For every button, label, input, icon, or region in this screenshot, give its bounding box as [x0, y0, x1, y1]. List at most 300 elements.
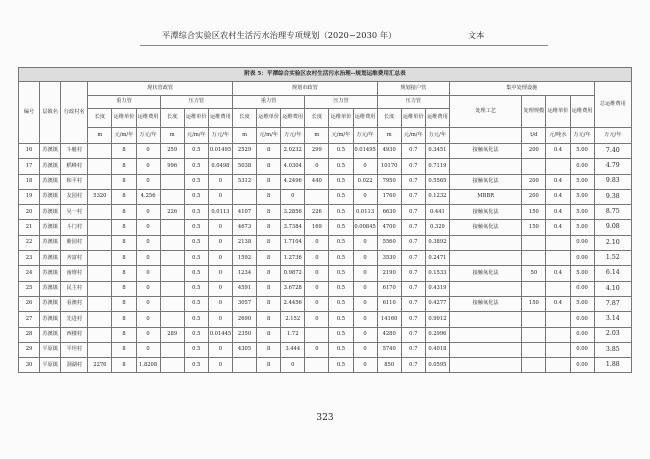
cell-ep-up: 0.5 [184, 327, 208, 342]
cell-no: 24 [19, 266, 40, 281]
cell-total: 8.75 [594, 205, 631, 220]
col-head-total-cost: 总运维费用 [594, 82, 631, 128]
cell-pp-up: 0.5 [329, 174, 353, 189]
cell-ep-up: 0.5 [184, 205, 208, 220]
cell-ep-len: 259 [160, 144, 184, 159]
cell-pp-up: 0.5 [329, 358, 353, 373]
cell-eg-up: 8 [112, 266, 136, 281]
table-row [19, 220, 632, 235]
cell-f-up: 0.4 [546, 205, 570, 220]
cell-h-len: 14160 [377, 312, 401, 327]
cell-pg-cost: 2.4456 [281, 296, 305, 311]
cell-pg-cost: 0.9872 [281, 266, 305, 281]
cell-pp-cost: 0 [353, 189, 377, 204]
cell-total: 2.10 [594, 235, 631, 250]
cell-pg-up: 8 [257, 205, 281, 220]
cell-eg-up: 8 [112, 312, 136, 327]
cell-scale: 50 [522, 266, 546, 281]
cell-village: 稻峰村 [61, 159, 88, 174]
cell-process: 接触氧化法 [449, 220, 521, 235]
cell-process [449, 235, 521, 250]
cell-ep-len: 226 [160, 205, 184, 220]
cell-pp-len: 0 [305, 159, 329, 174]
cell-eg-len [88, 159, 112, 174]
cell-pg-cost: 3.2856 [281, 205, 305, 220]
col-head-pressure: 压力管 [160, 96, 232, 109]
cell-pp-cost: 0 [353, 235, 377, 250]
cell-no: 23 [19, 251, 40, 266]
cell-pg-up: 8 [257, 358, 281, 373]
cell-process: 接触氧化法 [449, 266, 521, 281]
table-row [19, 251, 632, 266]
unit-yuan-m-yr: 元/m/年 [401, 128, 425, 144]
cell-process [449, 251, 521, 266]
cell-pp-len: 0 [305, 266, 329, 281]
cell-f-up: 0.4 [546, 220, 570, 235]
unit-yuan-m-yr: 元/m/年 [112, 128, 136, 144]
cell-h-len: 850 [377, 358, 401, 373]
unit-m: m [232, 128, 256, 144]
cell-no: 22 [19, 235, 40, 250]
cell-pp-up: 0.5 [329, 189, 353, 204]
cell-ep-len: 289 [160, 327, 184, 342]
cell-pg-len: 4107 [232, 205, 256, 220]
cell-scale [522, 235, 546, 250]
cell-pp-len: 0 [305, 312, 329, 327]
cell-village: 和平村 [61, 174, 88, 189]
cell-pp-cost: 0.01495 [353, 144, 377, 159]
table-row [19, 296, 632, 311]
unit-yuan-t-water: 元/吨水 [546, 128, 570, 144]
cell-no: 16 [19, 144, 40, 159]
col-head-gravity: 重力管 [88, 96, 160, 109]
cell-f-cost: 0.00 [570, 235, 594, 250]
cell-pg-cost: 3.7384 [281, 220, 305, 235]
cell-h-up: 0.7 [401, 205, 425, 220]
cell-ep-cost: 0 [208, 342, 232, 357]
cell-pg-len: 5038 [232, 159, 256, 174]
cell-no: 27 [19, 312, 40, 327]
cell-pp-cost: 0 [353, 281, 377, 296]
cell-process [449, 159, 521, 174]
cell-pp-len: 0 [305, 342, 329, 357]
cell-pg-up: 8 [257, 281, 281, 296]
table-row [19, 281, 632, 296]
cell-pp-up: 0.5 [329, 159, 353, 174]
unit-m: m [88, 128, 112, 144]
cell-town: 苏澳镇 [40, 159, 61, 174]
cell-scale: 200 [522, 144, 546, 159]
cell-eg-cost: 0 [136, 266, 160, 281]
cell-eg-up: 8 [112, 189, 136, 204]
cell-ep-len [160, 342, 184, 357]
cell-ep-len [160, 220, 184, 235]
cell-no: 26 [19, 296, 40, 311]
cell-h-up: 0.7 [401, 144, 425, 159]
cell-eg-up: 8 [112, 358, 136, 373]
col-head-unit-cost: 运维单价 [257, 109, 281, 128]
table-row [19, 205, 632, 220]
cell-h-up: 0.7 [401, 220, 425, 235]
cell-h-cost: 0.2471 [425, 251, 449, 266]
unit-yuan-m-yr: 元/m/年 [257, 128, 281, 144]
table-row [19, 189, 632, 204]
cell-ep-up: 0.5 [184, 281, 208, 296]
cell-town: 苏澳镇 [40, 205, 61, 220]
cell-h-len: 5560 [377, 235, 401, 250]
cell-process [449, 342, 521, 357]
cell-pp-len [305, 189, 329, 204]
cell-pp-cost: 0.022 [353, 174, 377, 189]
cell-h-up: 0.7 [401, 312, 425, 327]
cell-f-up: 0.4 [546, 296, 570, 311]
cell-eg-up: 8 [112, 235, 136, 250]
cell-h-len: 2190 [377, 266, 401, 281]
cell-process: 接触氧化法 [449, 296, 521, 311]
cell-process: 接触氧化法 [449, 144, 521, 159]
cell-pg-len [232, 358, 256, 373]
cell-f-cost: 0.00 [570, 159, 594, 174]
cell-h-up: 0.7 [401, 235, 425, 250]
cell-pp-cost: 0.0113 [353, 205, 377, 220]
unit-yuan-m-yr: 元/m/年 [329, 128, 353, 144]
cell-pp-len: 169 [305, 220, 329, 235]
col-head-planned-network: 规划市政管 [232, 82, 377, 96]
cell-pp-up: 0.5 [329, 205, 353, 220]
table-row [19, 266, 632, 281]
cell-pg-cost: 1.7104 [281, 235, 305, 250]
cell-eg-cost: 0 [136, 235, 160, 250]
cell-pp-len: 0 [305, 296, 329, 311]
cell-village: 洞湖村 [61, 358, 88, 373]
col-head-seq: 编号 [19, 82, 40, 144]
cell-ep-up: 0.5 [184, 312, 208, 327]
cell-village: 南堆村 [61, 266, 88, 281]
cell-eg-up: 8 [112, 251, 136, 266]
cell-town: 苏澳镇 [40, 235, 61, 250]
cell-total: 9.83 [594, 174, 631, 189]
cell-h-up: 0.7 [401, 251, 425, 266]
cell-h-len: 4930 [377, 144, 401, 159]
cell-f-up: 0.4 [546, 174, 570, 189]
cell-eg-len [88, 205, 112, 220]
cell-h-cost: 0.4319 [425, 281, 449, 296]
cell-eg-len [88, 312, 112, 327]
cell-eg-up: 8 [112, 220, 136, 235]
cell-ep-up: 0.5 [184, 159, 208, 174]
cell-h-len: 5740 [377, 342, 401, 357]
cell-pg-cost: 0 [281, 358, 305, 373]
cell-ep-cost: 0 [208, 174, 232, 189]
cell-ep-up: 0.5 [184, 189, 208, 204]
cell-f-up [546, 312, 570, 327]
cell-pg-up: 8 [257, 251, 281, 266]
cell-h-cost: 0.1232 [425, 189, 449, 204]
cell-village: 吴一村 [61, 205, 88, 220]
cell-f-up: 0.4 [546, 144, 570, 159]
cell-eg-len [88, 144, 112, 159]
cell-h-len: 6630 [377, 205, 401, 220]
cell-village: 友园村 [61, 189, 88, 204]
cell-ep-cost: 0 [208, 251, 232, 266]
cell-h-cost: 0.3451 [425, 144, 449, 159]
cell-eg-cost: 0 [136, 205, 160, 220]
cell-h-cost: 0.3892 [425, 235, 449, 250]
cell-pp-up: 0.5 [329, 327, 353, 342]
cell-pp-cost: 0 [353, 296, 377, 311]
cell-f-cost: 5.00 [570, 296, 594, 311]
cell-pg-up: 8 [257, 159, 281, 174]
cell-ep-up: 0.5 [184, 220, 208, 235]
cell-total: 3.85 [594, 342, 631, 357]
cell-eg-cost: 0 [136, 144, 160, 159]
cell-total: 2.03 [594, 327, 631, 342]
cell-pg-cost: 1.72 [281, 327, 305, 342]
cell-f-up [546, 342, 570, 357]
cell-ep-cost: 0.01445 [208, 327, 232, 342]
col-head-planned-household: 规划接户管 [377, 82, 449, 96]
cell-total: 6.14 [594, 266, 631, 281]
table-row [19, 159, 632, 174]
cell-eg-up: 8 [112, 144, 136, 159]
cell-pg-len [232, 189, 256, 204]
cell-total: 7.40 [594, 144, 631, 159]
cell-f-up [546, 159, 570, 174]
cell-h-up: 0.7 [401, 358, 425, 373]
cell-h-cost: 0.0595 [425, 358, 449, 373]
col-head-length: 长度 [232, 109, 256, 128]
cell-ep-cost: 0.0498 [208, 159, 232, 174]
cell-town: 平原镇 [40, 342, 61, 357]
cell-scale [522, 358, 546, 373]
table-row [19, 312, 632, 327]
cell-scale [522, 342, 546, 357]
col-head-unit-cost: 运维单价 [329, 109, 353, 128]
cell-ep-cost: 0 [208, 266, 232, 281]
cell-pg-up: 8 [257, 144, 281, 159]
cell-village: 西楼村 [61, 327, 88, 342]
cell-pg-len: 3057 [232, 296, 256, 311]
cell-h-len: 10170 [377, 159, 401, 174]
cell-total: 9.38 [594, 189, 631, 204]
cell-scale [522, 327, 546, 342]
cell-ep-up: 0.5 [184, 144, 208, 159]
cell-pg-up: 8 [257, 296, 281, 311]
cell-pp-cost: 0 [353, 358, 377, 373]
cell-h-len: 6110 [377, 296, 401, 311]
cell-village: 紫园村 [61, 235, 88, 250]
cell-pp-cost: 0 [353, 327, 377, 342]
unit-m: m [160, 128, 184, 144]
cell-h-up: 0.7 [401, 189, 425, 204]
cell-no: 28 [19, 327, 40, 342]
cell-village: 先进村 [61, 312, 88, 327]
cell-f-up: 0.4 [546, 266, 570, 281]
col-head-unit-cost: 运维单价 [546, 96, 570, 128]
cell-no: 30 [19, 358, 40, 373]
table-row [19, 327, 632, 342]
cell-eg-cost: 4.256 [136, 189, 160, 204]
col-head-gravity: 重力管 [232, 96, 304, 109]
cell-pp-up: 0.5 [329, 220, 353, 235]
cell-village: 斗魁村 [61, 144, 88, 159]
cell-eg-cost: 0 [136, 312, 160, 327]
unit-wan-yr: 万元/年 [425, 128, 449, 144]
cell-pg-up: 8 [257, 189, 281, 204]
cell-village: 齐富村 [61, 251, 88, 266]
cell-ep-up: 0.5 [184, 174, 208, 189]
cell-pg-len: 1234 [232, 266, 256, 281]
cell-h-len: 6170 [377, 281, 401, 296]
cell-pp-cost: 0.00845 [353, 220, 377, 235]
cell-total: 1.88 [594, 358, 631, 373]
cell-eg-up: 8 [112, 174, 136, 189]
cell-town: 苏澳镇 [40, 327, 61, 342]
cell-pp-cost: 0 [353, 342, 377, 357]
cell-h-up: 0.7 [401, 281, 425, 296]
col-head-unit-cost: 运维单价 [401, 109, 425, 128]
unit-blank [449, 128, 521, 144]
col-head-pressure: 压力管 [305, 96, 377, 109]
cell-eg-cost: 0 [136, 296, 160, 311]
cell-pg-up: 8 [257, 342, 281, 357]
cell-f-up [546, 235, 570, 250]
col-head-town: 层镇名 [40, 82, 61, 144]
cell-eg-up: 8 [112, 159, 136, 174]
cell-ep-up: 0.5 [184, 235, 208, 250]
cell-town: 苏澳镇 [40, 296, 61, 311]
unit-wan-yr: 万元/年 [136, 128, 160, 144]
col-head-pressure: 压力管 [377, 96, 449, 109]
table-row [19, 174, 632, 189]
cell-no: 25 [19, 281, 40, 296]
cell-pg-cost: 3.6728 [281, 281, 305, 296]
cell-ep-up: 0.5 [184, 266, 208, 281]
cell-town: 苏澳镇 [40, 266, 61, 281]
cell-f-up [546, 327, 570, 342]
cell-f-cost: 5.00 [570, 220, 594, 235]
cell-total: 9.08 [594, 220, 631, 235]
cell-pp-len: 440 [305, 174, 329, 189]
cell-f-cost: 5.00 [570, 144, 594, 159]
cell-ep-len [160, 266, 184, 281]
cell-f-up [546, 358, 570, 373]
cell-h-cost: 0.441 [425, 205, 449, 220]
cell-pp-len: 0 [305, 281, 329, 296]
unit-yuan-m-yr: 元/m/年 [184, 128, 208, 144]
unit-wan-yuan-yr: 万元/年 [570, 128, 594, 144]
col-head-process: 处理工艺 [449, 96, 521, 128]
cell-eg-cost: 0 [136, 251, 160, 266]
cell-pp-up: 0.5 [329, 281, 353, 296]
header-divider [140, 45, 548, 46]
col-head-length: 长度 [160, 109, 184, 128]
cell-ep-len [160, 189, 184, 204]
unit-m: m [305, 128, 329, 144]
cell-scale: 200 [522, 189, 546, 204]
col-head-central-facility: 集中处理设施 [449, 82, 594, 96]
cell-f-cost: 5.00 [570, 266, 594, 281]
cell-process [449, 312, 521, 327]
cell-town: 苏澳镇 [40, 281, 61, 296]
cell-no: 29 [19, 342, 40, 357]
unit-wan-yr: 万元/年 [281, 128, 305, 144]
cell-pg-up: 8 [257, 327, 281, 342]
col-head-om-cost: 运维费用 [281, 109, 305, 128]
cell-pg-up: 8 [257, 235, 281, 250]
cell-ep-up: 0.5 [184, 358, 208, 373]
cell-pp-len: 0 [305, 235, 329, 250]
cell-ep-cost: 0 [208, 296, 232, 311]
cell-ep-cost: 0 [208, 281, 232, 296]
cell-ep-cost: 0 [208, 220, 232, 235]
cell-scale [522, 281, 546, 296]
cell-h-cost: 0.4277 [425, 296, 449, 311]
document-type: 文本 [468, 30, 485, 40]
cell-ep-cost: 0.01495 [208, 144, 232, 159]
cell-total: 3.14 [594, 312, 631, 327]
cell-pg-up: 8 [257, 220, 281, 235]
cell-pg-len: 2138 [232, 235, 256, 250]
cell-pg-cost: 0 [281, 189, 305, 204]
cell-ep-cost: 0.0113 [208, 205, 232, 220]
table-row [19, 358, 632, 373]
cell-pg-cost: 4.0304 [281, 159, 305, 174]
cell-f-cost: 5.00 [570, 189, 594, 204]
cell-f-up: 0.4 [546, 189, 570, 204]
col-head-existing-network: 现状管政管 [88, 82, 233, 96]
cell-eg-len [88, 235, 112, 250]
cell-eg-cost: 0 [136, 159, 160, 174]
cell-process [449, 281, 521, 296]
cell-ep-cost: 0 [208, 312, 232, 327]
cell-h-up: 0.7 [401, 342, 425, 357]
cell-f-up [546, 251, 570, 266]
cell-h-up: 0.7 [401, 159, 425, 174]
cell-process: MBBR [449, 189, 521, 204]
cell-eg-len: 5320 [88, 189, 112, 204]
col-head-scale: 处理规模 [522, 96, 546, 128]
cell-ep-len: 996 [160, 159, 184, 174]
cell-scale: 150 [522, 296, 546, 311]
unit-m: m [377, 128, 401, 144]
cell-h-cost: 0.5565 [425, 174, 449, 189]
cell-pg-cost: 1.2736 [281, 251, 305, 266]
cell-no: 21 [19, 220, 40, 235]
cell-town: 苏澳镇 [40, 174, 61, 189]
cell-eg-len [88, 327, 112, 342]
col-head-om-cost: 运维费用 [208, 109, 232, 128]
unit-wan-yr: 万元/年 [353, 128, 377, 144]
cell-ep-cost: 0 [208, 189, 232, 204]
cell-pg-cost: 4.2496 [281, 174, 305, 189]
table-caption: 附表 5：平潭综合实验区农村生活污水治理--规划运维费用汇总表 [19, 68, 632, 82]
cell-pg-up: 8 [257, 174, 281, 189]
cell-pp-cost: 0 [353, 266, 377, 281]
cell-f-cost: 0.00 [570, 358, 594, 373]
col-head-unit-cost: 运维单价 [184, 109, 208, 128]
cell-total: 4.79 [594, 159, 631, 174]
cell-eg-len: 2276 [88, 358, 112, 373]
cell-ep-len [160, 235, 184, 250]
cell-h-cost: 0.329 [425, 220, 449, 235]
cell-pp-up: 0.5 [329, 266, 353, 281]
cell-h-len: 3530 [377, 251, 401, 266]
cell-eg-len [88, 251, 112, 266]
col-head-om-cost: 运维费用 [570, 96, 594, 128]
cell-town: 苏澳镇 [40, 220, 61, 235]
cell-pg-len: 1592 [232, 251, 256, 266]
